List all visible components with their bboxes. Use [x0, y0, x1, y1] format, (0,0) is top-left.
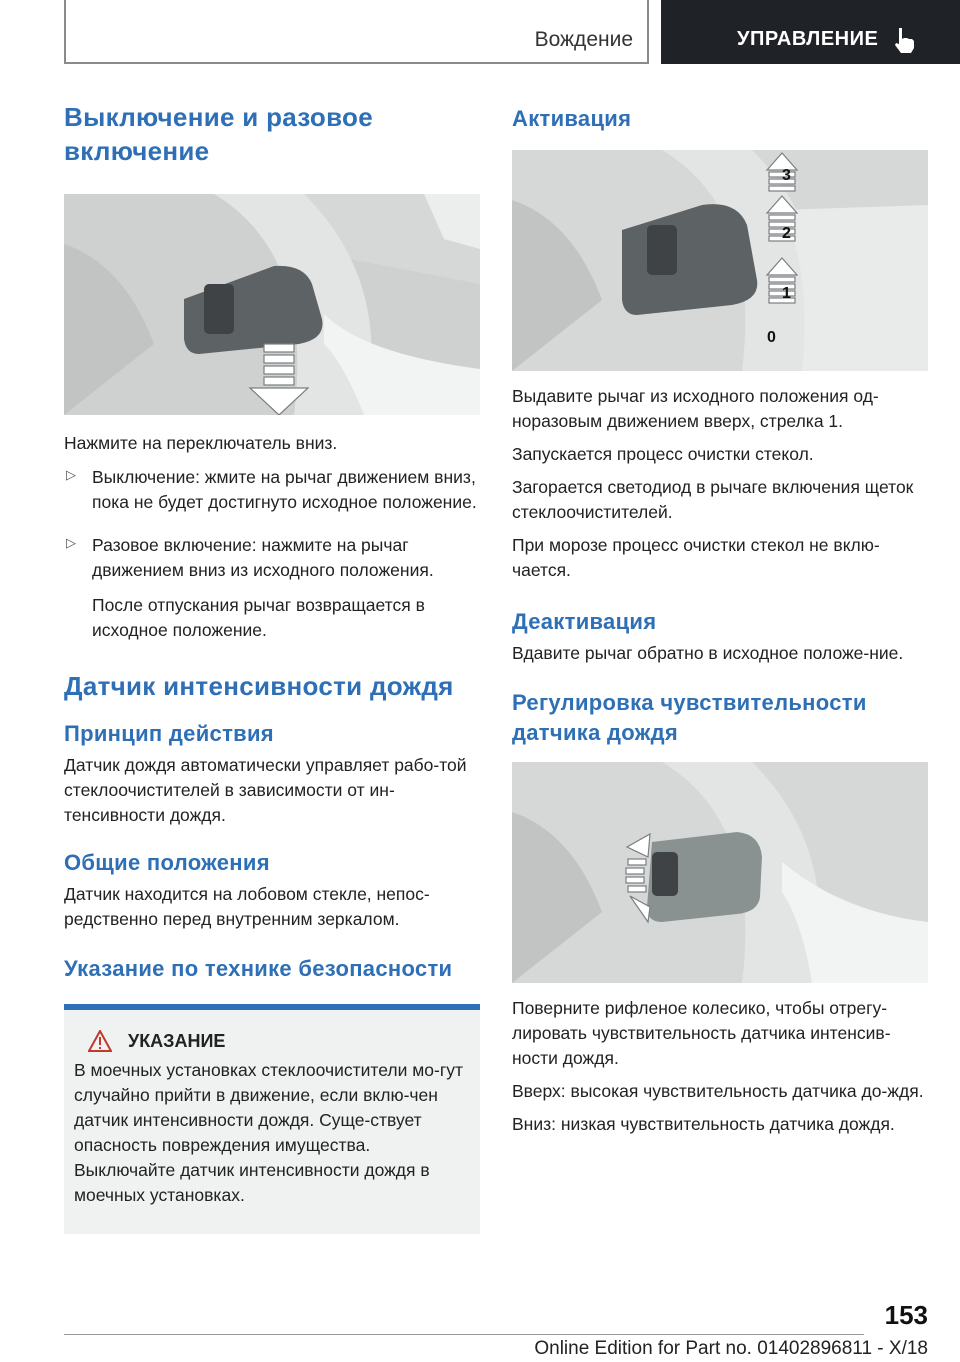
heading-general: Общие положения [64, 850, 270, 875]
header-chapter-label: УПРАВЛЕНИЕ [737, 28, 879, 50]
footer-rule [64, 1334, 864, 1335]
figure-lever-up [512, 150, 928, 371]
bullet-text: Выключение: жмите на рычаг движением вниз, пока не будет достигнуто исходное положение. [92, 467, 477, 512]
header-chapter-tab [661, 0, 960, 64]
text-activation-3: Загорается светодиод в рычаге включения щеток стеклоочистителей. [512, 477, 914, 522]
bullet-text: Разовое включение: нажмите на рычаг движением вниз из исходного положения. [92, 535, 434, 580]
text-adjust-3: Вниз: низкая чувствительность датчика дождя. [512, 1114, 895, 1134]
position-label: 2 [782, 225, 791, 242]
lever-down-illustration [64, 194, 480, 415]
hand-pointer-icon [891, 26, 917, 54]
warning-header [74, 1030, 470, 1052]
text-activation-1: Выдавите рычаг из исходного положения од-норазовым движением вверх, стрелка 1. [512, 386, 879, 431]
text-principle: Датчик дождя автоматически управляет рабо-той стеклоочистителей в зависимости от ин-тенсивности дождя. [64, 755, 467, 825]
bullet-triangle-icon: ▷ [66, 535, 76, 550]
warning-text: В моечных установках стеклоочистители мо-гут случайно прийти в движение, если вклю-чен датчик интенсивности дождя. Суще-ствует опасность повреждения имущества. Выключайте датчик интенсивности дождя в моечных установках. [74, 1060, 463, 1205]
right-column [512, 100, 928, 1137]
heading-principle: Принцип действия [64, 721, 274, 746]
header-section-tab [64, 0, 649, 64]
warning-triangle-icon [88, 1030, 112, 1052]
text-activation-4: При морозе процесс очистки стекол не вклю-чается. [512, 535, 880, 580]
bullet-item [64, 533, 480, 583]
figure-thumbwheel [512, 762, 928, 983]
figure-lever-down [64, 194, 480, 415]
bullet-extra-text: После отпускания рычаг возвращается в исходное положение. [92, 595, 425, 640]
left-column [64, 100, 480, 1234]
warning-box [64, 1010, 480, 1234]
text-general: Датчик находится на лобовом стекле, непос-редственно перед внутренним зеркалом. [64, 884, 430, 929]
text-deactivation: Вдавите рычаг обратно в исходное положе-ние. [512, 643, 904, 663]
heading-deactivation: Деактивация [512, 609, 657, 634]
bullet-triangle-icon: ▷ [66, 467, 76, 482]
heading-rain-sensor: Датчик интенсивности дождя [64, 671, 454, 701]
heading-adjust-sensitivity: Регулировка чувствительности датчика дождя [512, 690, 867, 745]
text-activation-2: Запускается процесс очистки стекол. [512, 444, 814, 464]
heading-activation: Активация [512, 106, 632, 131]
text-adjust-2: Вверх: высокая чувствительность датчика до-ждя. [512, 1081, 924, 1101]
position-label: 1 [782, 285, 791, 302]
header-section-label: Вождение [534, 28, 633, 51]
thumbwheel-illustration [512, 762, 928, 983]
title-switch-off: Выключение и разовое включение [64, 102, 373, 166]
heading-safety: Указание по технике безопасности [64, 956, 453, 981]
fig1-caption: Нажмите на переключатель вниз. [64, 433, 338, 453]
warning-title: УКАЗАНИЕ [128, 1030, 226, 1051]
position-label: 0 [767, 329, 776, 346]
text-adjust-1: Поверните рифленое колесико, чтобы отрегу-лировать чувствительность датчика интенсив-ности дождя. [512, 998, 891, 1068]
lever-up-illustration [512, 150, 928, 371]
position-label: 3 [782, 167, 791, 184]
footer-edition: Online Edition for Part no. 01402896811 - X/18 [534, 1338, 928, 1359]
bullet-item [64, 465, 480, 515]
page-number: 153 [884, 1300, 928, 1330]
